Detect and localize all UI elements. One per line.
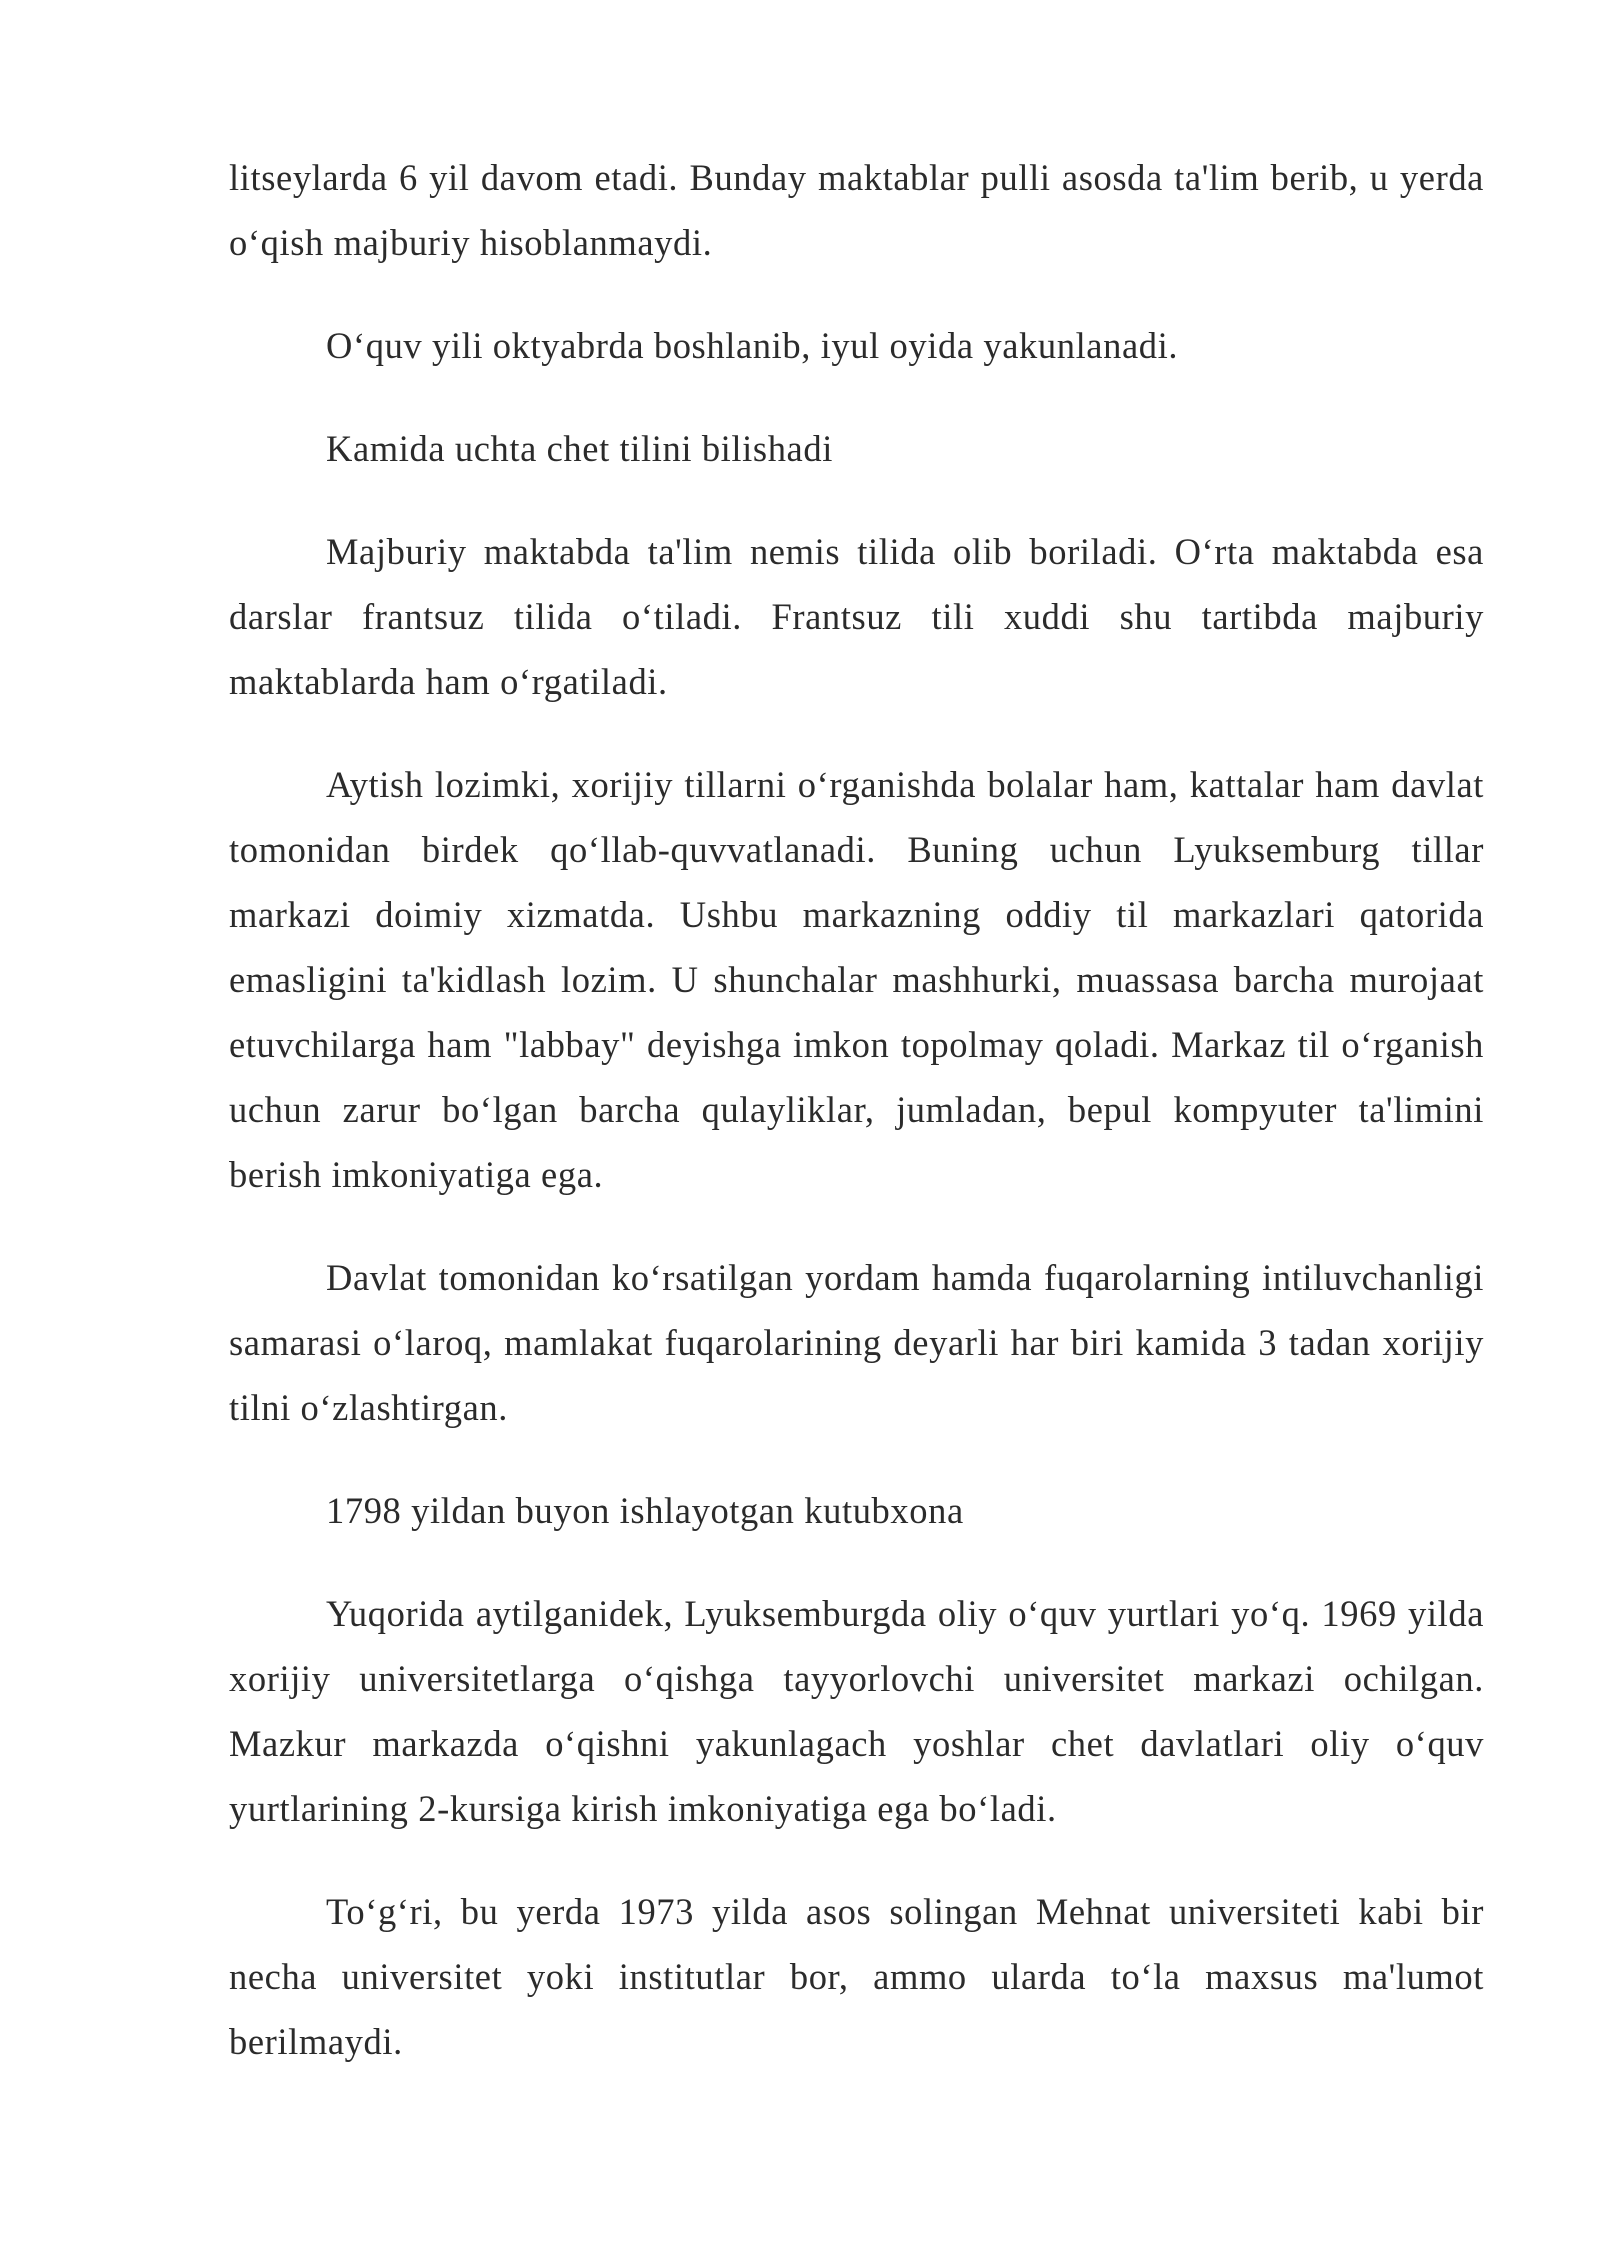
paragraph-university-center: Yuqorida aytilganidek, Lyuksemburgda oliy o‘quv yurtlari yo‘q. 1969 yilda xorijiy universitetlarga o‘qishga tayyorlovchi universitet markazi ochilgan. Mazkur markazda o‘qishni yakunlagach yoshlar chet davlatlari oliy o‘quv yurtlarining 2-kursiga kirish imkoniyatiga ega bo‘ladi. [229, 1593, 1484, 1829]
paragraph-instruction-languages: Majburiy maktabda ta'lim nemis tilida olib boriladi. O‘rta maktabda esa darslar frantsuz tilida o‘tiladi. Frantsuz tili xuddi shu tartibda majburiy maktablarda ham o‘rgatiladi. [229, 531, 1484, 702]
subheading-library: 1798 yildan buyon ishlayotgan kutubxona [326, 1490, 964, 1531]
subheading-languages: Kamida uchta chet tilini bilishadi [326, 428, 833, 469]
document-body [229, 145, 1484, 2112]
paragraph-state-support: Davlat tomonidan ko‘rsatilgan yordam hamda fuqarolarning intiluvchanligi samarasi o‘laroq, mamlakat fuqarolarining deyarli har biri kamida 3 tadan xorijiy tilni o‘zlashtirgan. [229, 1257, 1484, 1428]
paragraph-continuation: litseylarda 6 yil davom etadi. Bunday maktablar pulli asosda ta'lim berib, u yerda o‘qish majburiy hisoblanmaydi. [229, 157, 1484, 263]
paragraph-school-year: O‘quv yili oktyabrda boshlanib, iyul oyida yakunlanadi. [326, 325, 1179, 366]
paragraph-language-center: Aytish lozimki, xorijiy tillarni o‘rganishda bolalar ham, kattalar ham davlat tomonidan birdek qo‘llab-quvvatlanadi. Buning uchun Lyuksemburg tillar markazi doimiy xizmatda. Ushbu markazning oddiy til markazlari qatorida emasligini ta'kidlash lozim. U shunchalar mashhurki, muassasa barcha murojaat etuvchilarga ham "labbay" deyishga imkon topolmay qoladi. Markaz til o‘rganish uchun zarur bo‘lgan barcha qulayliklar, jumladan, bepul kompyuter ta'limini berish imkoniyatiga ega. [229, 764, 1484, 1195]
paragraph-labor-university: To‘g‘ri, bu yerda 1973 yilda asos solingan Mehnat universiteti kabi bir necha universitet yoki institutlar bor, ammo ularda to‘la maxsus ma'lumot berilmaydi. [229, 1891, 1484, 2062]
